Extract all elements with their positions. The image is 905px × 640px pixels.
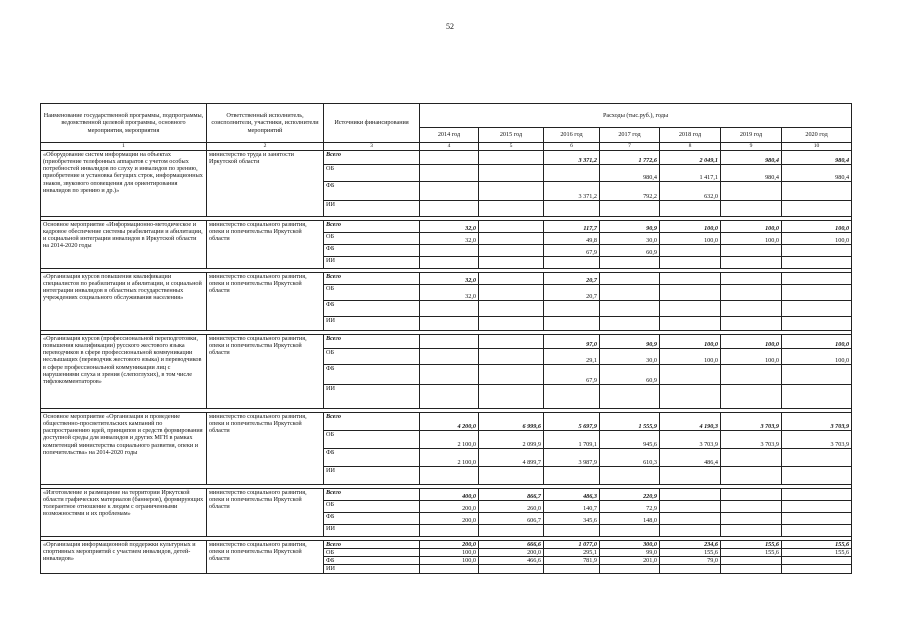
expense-value: 200,0 bbox=[420, 501, 479, 513]
expense-value: 345,6 bbox=[544, 513, 600, 525]
expense-value: 97,0 bbox=[544, 335, 600, 349]
header-column-number: 3 bbox=[324, 143, 420, 151]
expense-value bbox=[420, 201, 479, 217]
expense-value bbox=[782, 385, 852, 409]
expense-value: 79,0 bbox=[660, 557, 721, 565]
header-column-number: 9 bbox=[721, 143, 782, 151]
table-row bbox=[41, 413, 852, 431]
header-executor: Ответственный исполнитель, соисполнители, участники, исполнители мероприятий bbox=[207, 104, 324, 143]
header-year: 2019 год bbox=[721, 128, 782, 143]
expense-value bbox=[479, 365, 544, 385]
expense-value bbox=[544, 301, 600, 317]
expense-value bbox=[420, 317, 479, 331]
header-source: Источники финансирования bbox=[324, 104, 420, 143]
expense-value: 32,0 bbox=[420, 233, 479, 245]
expense-value bbox=[660, 565, 721, 573]
expense-value bbox=[544, 525, 600, 537]
funding-source: ИИ bbox=[324, 385, 420, 409]
expense-value: 486,4 bbox=[660, 449, 721, 467]
expense-value: 980,4 bbox=[782, 151, 852, 165]
executor-name: министерство социального развития, опеки и попечительства Иркутской области bbox=[207, 489, 324, 537]
expense-value bbox=[600, 525, 660, 537]
expense-value bbox=[660, 257, 721, 269]
funding-source: ОБ bbox=[324, 233, 420, 245]
funding-source: ФБ bbox=[324, 513, 420, 525]
expense-value bbox=[544, 201, 600, 217]
expense-value: 1 077,0 bbox=[544, 541, 600, 549]
expense-value bbox=[782, 449, 852, 467]
funding-source: Всего bbox=[324, 541, 420, 549]
expense-value: 945,6 bbox=[600, 431, 660, 449]
expense-value bbox=[721, 182, 782, 201]
expense-value: 90,9 bbox=[600, 221, 660, 233]
header-year: 2018 год bbox=[660, 128, 721, 143]
expense-value: 2 049,1 bbox=[660, 151, 721, 165]
expense-value: 666,6 bbox=[479, 541, 544, 549]
header-column-number: 1 bbox=[41, 143, 207, 151]
expense-value bbox=[600, 301, 660, 317]
expense-value bbox=[420, 151, 479, 165]
expense-value bbox=[721, 385, 782, 409]
expense-value bbox=[600, 285, 660, 301]
expense-value bbox=[600, 257, 660, 269]
expense-value: 466,6 bbox=[479, 557, 544, 565]
expense-value bbox=[479, 233, 544, 245]
funding-source: ФБ bbox=[324, 301, 420, 317]
expense-value: 980,4 bbox=[782, 165, 852, 182]
expense-value bbox=[782, 489, 852, 501]
activity-name: Основное мероприятие «Информационно-методическое и кадровое обеспечение системы реабилитации и абилитации, и социальной интеграции инвалидов в Иркутской области на 2014-2020 годы bbox=[41, 221, 207, 269]
expense-value bbox=[479, 245, 544, 257]
expense-value bbox=[479, 221, 544, 233]
expense-value bbox=[660, 285, 721, 301]
expense-value: 100,0 bbox=[420, 549, 479, 557]
funding-source: ИИ bbox=[324, 317, 420, 331]
expense-value: 20,7 bbox=[544, 273, 600, 285]
expense-value: 100,0 bbox=[782, 335, 852, 349]
expense-value: 29,1 bbox=[544, 349, 600, 365]
header-year: 2015 год bbox=[479, 128, 544, 143]
expense-value: 2 100,0 bbox=[420, 431, 479, 449]
expense-value bbox=[479, 273, 544, 285]
expense-value: 49,8 bbox=[544, 233, 600, 245]
header-column-number: 8 bbox=[660, 143, 721, 151]
expense-value: 1 417,1 bbox=[660, 165, 721, 182]
header-column-number: 6 bbox=[544, 143, 600, 151]
expense-value: 1 555,9 bbox=[600, 413, 660, 431]
table-row bbox=[41, 489, 852, 501]
expense-value: 140,7 bbox=[544, 501, 600, 513]
expense-value bbox=[420, 467, 479, 485]
funding-source: ИИ bbox=[324, 201, 420, 217]
expense-value bbox=[420, 565, 479, 573]
expense-value bbox=[660, 513, 721, 525]
expense-value: 792,2 bbox=[600, 182, 660, 201]
expense-value: 100,0 bbox=[660, 349, 721, 365]
header-column-number: 5 bbox=[479, 143, 544, 151]
expense-value: 2 100,0 bbox=[420, 449, 479, 467]
expense-value: 295,1 bbox=[544, 549, 600, 557]
expense-value: 100,0 bbox=[721, 233, 782, 245]
expense-value bbox=[479, 151, 544, 165]
expense-value: 486,3 bbox=[544, 489, 600, 501]
expense-value bbox=[660, 385, 721, 409]
expense-value: 155,6 bbox=[782, 549, 852, 557]
expense-value: 3 703,9 bbox=[782, 413, 852, 431]
header-year: 2017 год bbox=[600, 128, 660, 143]
expense-value: 100,0 bbox=[721, 335, 782, 349]
header-column-number: 7 bbox=[600, 143, 660, 151]
funding-source: Всего bbox=[324, 335, 420, 349]
expense-value bbox=[721, 245, 782, 257]
expense-value: 67,9 bbox=[544, 245, 600, 257]
expense-value: 1 709,1 bbox=[544, 431, 600, 449]
funding-source: ФБ bbox=[324, 245, 420, 257]
header-year: 2014 год bbox=[420, 128, 479, 143]
funding-source: ИИ bbox=[324, 565, 420, 573]
expense-value bbox=[660, 365, 721, 385]
expense-value: 606,7 bbox=[479, 513, 544, 525]
expense-value: 117,7 bbox=[544, 221, 600, 233]
funding-source: ОБ bbox=[324, 431, 420, 449]
expense-value bbox=[721, 301, 782, 317]
expense-value: 201,0 bbox=[600, 557, 660, 565]
expense-value: 300,0 bbox=[600, 541, 660, 549]
expense-value bbox=[420, 385, 479, 409]
funding-source: ФБ bbox=[324, 557, 420, 565]
expense-value bbox=[544, 257, 600, 269]
expense-value: 100,0 bbox=[660, 335, 721, 349]
expense-value bbox=[479, 285, 544, 301]
funding-source: ФБ bbox=[324, 449, 420, 467]
expense-value: 200,0 bbox=[420, 513, 479, 525]
expense-value bbox=[660, 273, 721, 285]
expense-value bbox=[660, 317, 721, 331]
expense-value bbox=[660, 525, 721, 537]
expense-value bbox=[782, 201, 852, 217]
expense-value: 3 703,9 bbox=[721, 413, 782, 431]
expense-value bbox=[420, 301, 479, 317]
expense-value bbox=[721, 525, 782, 537]
expense-value bbox=[782, 317, 852, 331]
page-number: 52 bbox=[446, 22, 454, 31]
header-column-number: 4 bbox=[420, 143, 479, 151]
expense-value: 60,9 bbox=[600, 245, 660, 257]
expense-value: 980,4 bbox=[721, 165, 782, 182]
expense-value: 6 999,6 bbox=[479, 413, 544, 431]
expense-value bbox=[782, 285, 852, 301]
expense-value bbox=[479, 385, 544, 409]
executor-name: министерство социального развития, опеки и попечительства Иркутской области bbox=[207, 335, 324, 409]
expense-value: 100,0 bbox=[660, 221, 721, 233]
expense-value bbox=[479, 165, 544, 182]
expense-value: 400,0 bbox=[420, 489, 479, 501]
executor-name: министерство социального развития, опеки и попечительства Иркутской области bbox=[207, 221, 324, 269]
expense-value: 100,0 bbox=[721, 221, 782, 233]
header-column-number: 10 bbox=[782, 143, 852, 151]
expense-value bbox=[479, 525, 544, 537]
expense-value bbox=[782, 245, 852, 257]
expense-value: 5 697,9 bbox=[544, 413, 600, 431]
expense-value bbox=[479, 182, 544, 201]
expense-value bbox=[544, 165, 600, 182]
funding-source: ИИ bbox=[324, 525, 420, 537]
expense-value bbox=[420, 245, 479, 257]
header-year: 2016 год bbox=[544, 128, 600, 143]
executor-name: министерство социального развития, опеки и попечительства Иркутской области bbox=[207, 541, 324, 574]
expense-value: 60,9 bbox=[600, 365, 660, 385]
expense-value bbox=[544, 385, 600, 409]
funding-source: ИИ bbox=[324, 257, 420, 269]
funding-source: ИИ bbox=[324, 467, 420, 485]
expense-value: 260,0 bbox=[479, 501, 544, 513]
expense-value: 99,0 bbox=[600, 549, 660, 557]
header-year: 2020 год bbox=[782, 128, 852, 143]
expense-value: 781,9 bbox=[544, 557, 600, 565]
expense-value bbox=[660, 501, 721, 513]
expense-value: 200,0 bbox=[479, 549, 544, 557]
funding-source: Всего bbox=[324, 273, 420, 285]
activity-name: «Оборудование систем информации на объектах (приобретение телефонных аппаратов с учетом особых потребностей инвалидов по слуху и инвалидов по зрению, приобретение и установка бегущих строк, информационных знаков, звукового оповещения для ориентирования инвалидов по зрению и др.)» bbox=[41, 151, 207, 217]
table-row bbox=[41, 541, 852, 549]
expense-value: 200,0 bbox=[420, 541, 479, 549]
budget-table bbox=[40, 103, 852, 574]
executor-name: министерство социального развития, опеки и попечительства Иркутской области bbox=[207, 413, 324, 485]
expense-value bbox=[721, 317, 782, 331]
expense-value: 3 703,9 bbox=[782, 431, 852, 449]
expense-value: 155,6 bbox=[721, 549, 782, 557]
expense-value bbox=[721, 467, 782, 485]
expense-value bbox=[660, 245, 721, 257]
expense-value bbox=[544, 565, 600, 573]
expense-value: 4 190,3 bbox=[660, 413, 721, 431]
expense-value: 32,0 bbox=[420, 221, 479, 233]
funding-source: Всего bbox=[324, 489, 420, 501]
funding-source: ОБ bbox=[324, 501, 420, 513]
expense-value bbox=[479, 201, 544, 217]
expense-value bbox=[782, 182, 852, 201]
expense-value bbox=[721, 501, 782, 513]
expense-value bbox=[721, 489, 782, 501]
table-header bbox=[41, 104, 852, 151]
expense-value: 30,0 bbox=[600, 349, 660, 365]
expense-value bbox=[660, 489, 721, 501]
table-row bbox=[41, 151, 852, 165]
expense-value bbox=[600, 385, 660, 409]
expense-value: 2 099,9 bbox=[479, 431, 544, 449]
funding-source: Всего bbox=[324, 413, 420, 431]
expense-value bbox=[721, 201, 782, 217]
expense-value bbox=[782, 501, 852, 513]
funding-source: Всего bbox=[324, 151, 420, 165]
expense-value bbox=[420, 335, 479, 349]
expense-value bbox=[479, 467, 544, 485]
expense-value bbox=[782, 365, 852, 385]
funding-source: ОБ bbox=[324, 349, 420, 365]
expense-value: 100,0 bbox=[420, 557, 479, 565]
expense-value bbox=[479, 335, 544, 349]
expense-value bbox=[479, 257, 544, 269]
funding-source: ОБ bbox=[324, 165, 420, 182]
executor-name: министерство социального развития, опеки и попечительства Иркутской области bbox=[207, 273, 324, 331]
expense-value bbox=[479, 317, 544, 331]
expense-value: 234,6 bbox=[660, 541, 721, 549]
expense-value bbox=[660, 301, 721, 317]
expense-value: 155,6 bbox=[660, 549, 721, 557]
header-expenses: Расходы (тыс.руб.), годы bbox=[420, 104, 852, 128]
expense-value: 90,9 bbox=[600, 335, 660, 349]
expense-value bbox=[721, 365, 782, 385]
expense-value bbox=[420, 257, 479, 269]
expense-value bbox=[544, 317, 600, 331]
expense-value: 32,0 bbox=[420, 285, 479, 301]
expense-value bbox=[721, 273, 782, 285]
expense-value bbox=[721, 557, 782, 565]
expense-value bbox=[721, 285, 782, 301]
funding-source: Всего bbox=[324, 221, 420, 233]
expense-value: 148,0 bbox=[600, 513, 660, 525]
expense-value: 1 772,6 bbox=[600, 151, 660, 165]
expense-value bbox=[782, 273, 852, 285]
expense-value bbox=[420, 349, 479, 365]
table-row bbox=[41, 273, 852, 285]
expense-value: 4 200,0 bbox=[420, 413, 479, 431]
expense-value bbox=[600, 317, 660, 331]
expense-value bbox=[544, 467, 600, 485]
expense-value bbox=[782, 513, 852, 525]
expense-value: 67,9 bbox=[544, 365, 600, 385]
expense-value: 100,0 bbox=[782, 221, 852, 233]
expense-value: 980,4 bbox=[721, 151, 782, 165]
expense-value: 3 703,9 bbox=[660, 431, 721, 449]
expense-value bbox=[420, 165, 479, 182]
header-column-number: 2 bbox=[207, 143, 324, 151]
expense-value: 980,4 bbox=[600, 165, 660, 182]
expense-value: 866,7 bbox=[479, 489, 544, 501]
expense-value bbox=[660, 201, 721, 217]
expense-value bbox=[479, 301, 544, 317]
expense-value: 3 371,2 bbox=[544, 151, 600, 165]
expense-value bbox=[660, 467, 721, 485]
expense-value bbox=[782, 525, 852, 537]
expense-value bbox=[600, 565, 660, 573]
expense-value bbox=[600, 273, 660, 285]
funding-source: ОБ bbox=[324, 285, 420, 301]
expense-value: 3 371,2 bbox=[544, 182, 600, 201]
expense-value bbox=[420, 365, 479, 385]
expense-value: 155,6 bbox=[782, 541, 852, 549]
header-name: Наименование государственной программы, подпрограммы, ведомственной целевой программы, основного мероприятия, мероприятия bbox=[41, 104, 207, 143]
expense-value bbox=[721, 513, 782, 525]
activity-name: «Организация курсов (профессиональной переподготовки, повышения квалификации) русского жестового языка переводчиков в сфере профессиональной коммуникации неслышащих (переводчик жестового языка) и переводчиков в сфере профессиональной коммуникации лиц с нарушениями слуха и зрения (слепоглухих), в том числе тифлокомментаторов» bbox=[41, 335, 207, 409]
expense-value bbox=[782, 257, 852, 269]
expense-value: 220,9 bbox=[600, 489, 660, 501]
expense-value: 20,7 bbox=[544, 285, 600, 301]
expense-value: 100,0 bbox=[782, 349, 852, 365]
table-row bbox=[41, 221, 852, 233]
expense-value bbox=[600, 201, 660, 217]
expense-value: 610,3 bbox=[600, 449, 660, 467]
activity-name: Основное мероприятие «Организация и проведение общественно-просветительских кампаний по распространению идей, принципов и средств формирования доступной среды для инвалидов и других МГН в рамках компетенций министерства социального развития, опеки и попечительства» на 2014-2020 годы bbox=[41, 413, 207, 485]
expense-value: 100,0 bbox=[660, 233, 721, 245]
activity-name: «Организация курсов повышения квалификации специалистов по реабилитации и абилитации, и социальной интеграции инвалидов в областных государственных учреждениях социального обслуживания населения» bbox=[41, 273, 207, 331]
executor-name: министерство труда и занятости Иркутской области bbox=[207, 151, 324, 217]
expense-value bbox=[479, 565, 544, 573]
expense-value bbox=[721, 257, 782, 269]
expense-value: 72,9 bbox=[600, 501, 660, 513]
funding-source: ФБ bbox=[324, 182, 420, 201]
expense-value bbox=[420, 525, 479, 537]
funding-source: ФБ bbox=[324, 365, 420, 385]
expense-value bbox=[721, 565, 782, 573]
expense-value bbox=[420, 182, 479, 201]
expense-value bbox=[782, 467, 852, 485]
table-row bbox=[41, 335, 852, 349]
activity-name: «Изготовление и размещение на территории Иркутской области графических материалов (баннеров), формирующих толерантное отношение к людям с ограниченными возможностями и их проблемам» bbox=[41, 489, 207, 537]
funding-source: ОБ bbox=[324, 549, 420, 557]
expense-value: 30,0 bbox=[600, 233, 660, 245]
expense-value bbox=[782, 557, 852, 565]
activity-name: «Организация информационной поддержки культурных и спортивных мероприятий с участием инвалидов, детей-инвалидов» bbox=[41, 541, 207, 574]
expense-value bbox=[479, 349, 544, 365]
expense-value bbox=[721, 449, 782, 467]
expense-value: 3 703,9 bbox=[721, 431, 782, 449]
expense-value bbox=[600, 467, 660, 485]
expense-value: 32,0 bbox=[420, 273, 479, 285]
expense-value: 4 899,7 bbox=[479, 449, 544, 467]
expense-value: 100,0 bbox=[721, 349, 782, 365]
expense-value: 155,6 bbox=[721, 541, 782, 549]
expense-value bbox=[782, 301, 852, 317]
expense-value: 3 987,9 bbox=[544, 449, 600, 467]
expense-value: 632,0 bbox=[660, 182, 721, 201]
expense-value: 100,0 bbox=[782, 233, 852, 245]
expense-value bbox=[782, 565, 852, 573]
